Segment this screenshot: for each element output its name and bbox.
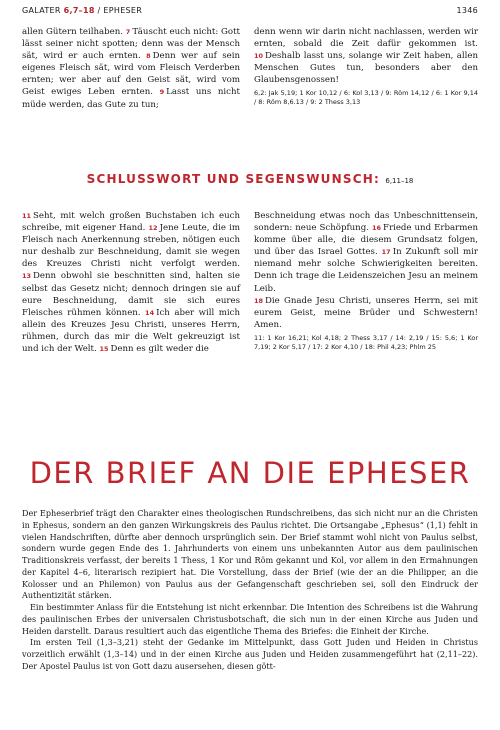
verse-text — [254, 26, 478, 86]
verse-continuation: allen Gütern teilhaben. — [22, 27, 126, 37]
verse-number: 7 — [125, 28, 131, 36]
verse-10: Deshalb lasst uns, solange wir Zeit haben, allen Menschen Gutes tun, besonders aber den Glaubensgenossen! — [254, 51, 478, 86]
verse-number: 16 — [371, 224, 381, 233]
verse-number: 18 — [254, 296, 264, 305]
book-title: DER BRIEF AN DIE EPHESER — [29, 456, 471, 490]
verse-18: Die Gnade Jesu Christi, unseres Herrn, sei mit eurem Geist, meine Brüder und Schwestern! Amen. — [254, 295, 478, 330]
verse-number: 8 — [146, 52, 151, 61]
verse-number: 14 — [145, 308, 155, 317]
verse-text — [22, 26, 240, 111]
verse-number: 11 — [22, 212, 32, 220]
verse-7: Täuscht euch nicht: Gott lässt seiner nicht spotten; denn was der Mensch sät, wird er auch ernten. — [22, 27, 240, 62]
verse-15: Denn es gilt weder die — [110, 344, 209, 355]
verse-continuation: denn wenn wir darin nicht nachlassen, werden wir ernten, sobald die Zeit dafür gekommen ist. — [254, 27, 478, 50]
header-next-book: EPHESER — [103, 6, 143, 15]
running-header — [22, 6, 478, 20]
top-right-column — [254, 26, 478, 107]
verse-12: Jene Leute, die im Fleisch nach Anerkennung streben, nötigen euch nur deshalb zur Beschneidung, damit sie wegen des Kreuzes Christi nicht verfolgt werden. — [22, 223, 240, 270]
verse-9: Lasst uns nicht müde werden, das Gute zu tun; — [22, 87, 240, 110]
verse-text — [254, 210, 478, 295]
intro-paragraph: Ein bestimmter Anlass für die Entstehung ist nicht erkennbar. Die Intention des Schreibens ist die Wahrung des paulinischen Erbes der universalen Christusbotschaft, die sich nun in der einen Kirche aus Juden und Heiden darstellt. Daraus resultiert auch das eigentliche Thema des Briefes: die Einheit der Kirche. — [22, 602, 478, 636]
verse-continuation: Beschneidung etwas noch das Unbeschnittensein, sondern: neue Schöpfung. — [254, 211, 478, 234]
header-left — [22, 6, 142, 15]
verse-number: 10 — [254, 52, 264, 61]
cross-reference-footnote: 6,2: Jak 5,19; 1 Kor 10,12 / 6: Kol 3,13 / 9: Röm 14,12 / 6: 1 Kor 9,14 / 8: Röm 8,6.13 / 9: 2 Thess 3,13 — [254, 89, 478, 107]
verse-16: Friede und Erbarmen komme über alle, die diesem Grundsatz folgen, und über das Israel Gottes. — [254, 223, 478, 258]
mid-right-column — [254, 210, 478, 352]
verse-number: 9 — [159, 88, 165, 97]
intro-paragraph: Der Epheserbrief trägt den Charakter eines theologischen Rundschreibens, das sich nicht nur an die Christen in Ephesus, sondern an den ganzen Wirkungskreis des Paulus richtet. Die Ortsangabe „Ephesus“ (1,1) fehlt in vielen Handschriften, dürfte aber dennoch ursprünglich sein. Der Brief stammt wohl nicht von Paulus selbst, sondern wurde gegen Ende des 1. Jahrhunderts von einem uns unbekannten Autor aus dem paulinischen Traditionskreis verfasst, der bereits 1 Thess, 1 Kor und Röm gekannt und Kol, vor allem in den Ermahnungen der Kapitel 4–6, literarisch rezipiert hat. Die Vorstellung, dass der Brief (wie der an die Philipper, an die Kolosser und an Philemon) von Paulus aus der Gefangenschaft geschrieben sei, soll den Eindruck der Authentizität stärken. — [22, 508, 478, 601]
verse-text — [22, 210, 240, 355]
verse-14: Ich aber will mich allein des Kreuzes Jesu Christi, unseres Herrn, rühmen, durch das mir die Welt gekreuzigt ist und ich der Welt. — [22, 307, 240, 355]
verse-11: Seht, mit welch großen Buchstaben ich euch schreibe, mit eigener Hand. — [22, 211, 240, 234]
verse-17: In Zukunft soll mir niemand mehr solche Schwierigkeiten bereiten. Denn ich trage die Leidenszeichen Jesu an meinem Leib. — [254, 247, 478, 294]
verse-number: 15 — [99, 345, 109, 354]
header-ref: 6,7–18 — [63, 6, 95, 15]
book-introduction — [22, 508, 478, 673]
verse-text — [254, 295, 478, 331]
cross-reference-footnote: 11: 1 Kor 16,21; Kol 4,18; 2 Thess 3,17 / 14: 2,19 / 15: 5,6; 1 Kor 7,19; 2 Kor 5,17 / 17: 2 Kor 4,10 / 18: Phil 4,23; Phlm 25 — [254, 333, 478, 351]
header-separator: / — [94, 6, 104, 15]
verse-number: 13 — [22, 272, 32, 281]
top-left-column — [22, 26, 240, 111]
section-ref: 6,11–18 — [385, 177, 414, 185]
mid-left-column — [22, 210, 240, 355]
section-heading — [0, 172, 500, 186]
verse-number: 12 — [148, 224, 158, 233]
page-number: 1346 — [456, 6, 478, 15]
verse-number: 17 — [381, 248, 391, 257]
verse-8: Denn wer auf sein eigenes Fleisch sät, wird vom Fleisch Verderben ernten; wer aber auf den Geist sät, wird vom Geist ewiges Leben ernten. — [22, 51, 240, 98]
section-title: SCHLUSSWORT UND SEGENSWUNSCH: — [86, 172, 380, 186]
header-book: GALATER — [22, 6, 61, 15]
verse-13: Denn obwohl sie beschnitten sind, halten sie selbst das Gesetz nicht; dennoch dringen sie auf eure Beschneidung, damit sie sich eures Fleisches rühmen können. — [22, 271, 240, 318]
intro-paragraph: Im ersten Teil (1,3–3,21) steht der Gedanke im Mittelpunkt, dass Gott Juden und Heiden in Christus vorzeitlich erwählt (1,3–14) und in der einen Kirche aus Juden und Heiden zusammengeführt hat (2,11–22). Der Apostel Paulus ist von Gott dazu ausersehen, diesen gött- — [22, 637, 478, 671]
